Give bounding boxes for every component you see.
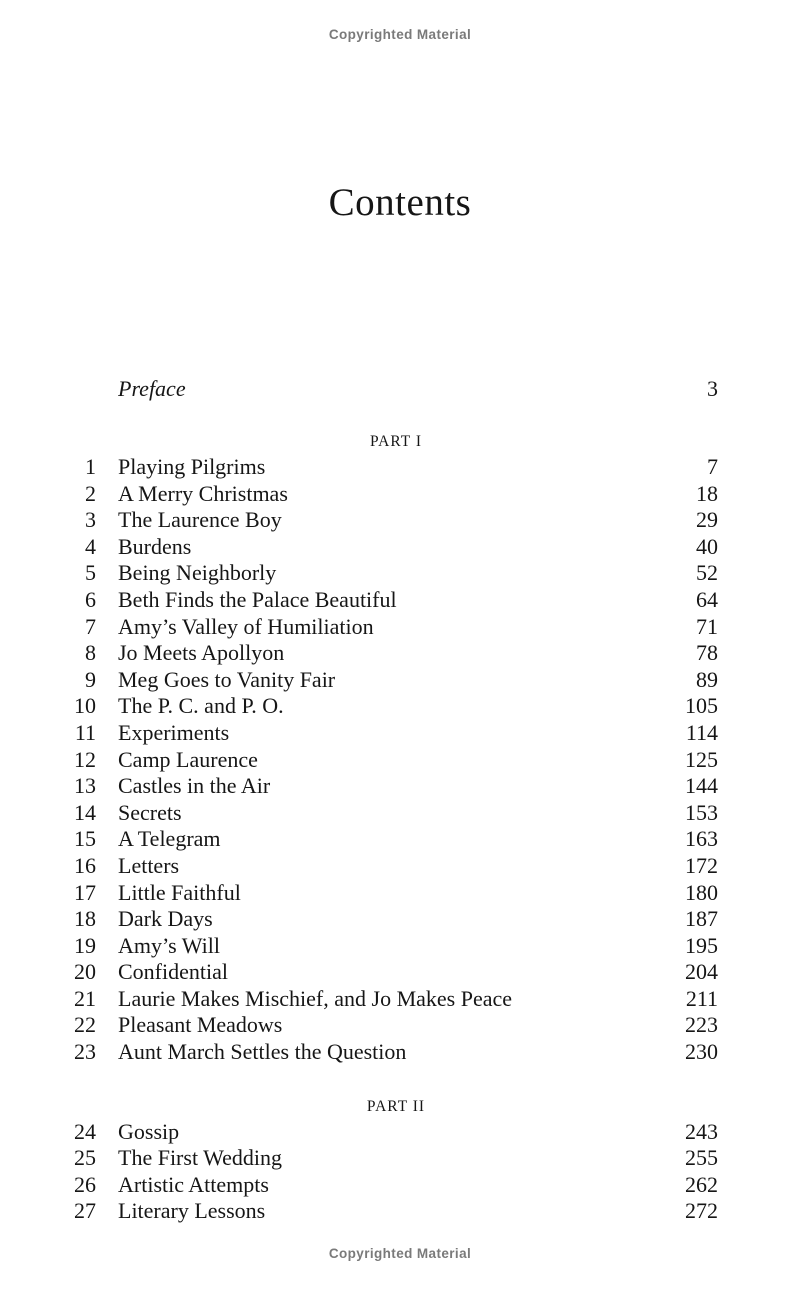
chapter-number: 12 <box>74 746 96 772</box>
chapter-title: Camp Laurence <box>118 746 258 772</box>
toc-row <box>74 986 718 1013</box>
chapter-title: Amy’s Valley of Humiliation <box>118 613 374 639</box>
toc-row <box>74 880 718 907</box>
chapter-page-number: 29 <box>696 507 718 533</box>
chapter-title: The P. C. and P. O. <box>118 693 284 719</box>
preface-label: Preface <box>118 376 186 401</box>
chapter-number: 13 <box>74 773 96 799</box>
chapter-number: 14 <box>74 799 96 825</box>
part-heading: PART II <box>366 1097 426 1115</box>
toc-row <box>74 720 718 747</box>
page-title: Contents <box>328 181 472 224</box>
chapter-title: Playing Pilgrims <box>118 454 266 479</box>
chapter-number: 16 <box>74 852 96 878</box>
chapter-title: Pleasant Meadows <box>118 1012 283 1038</box>
toc-row <box>74 1145 718 1172</box>
chapter-page-number: 230 <box>685 1039 718 1065</box>
chapter-title: Being Neighborly <box>118 560 277 586</box>
chapter-title: Gossip <box>118 1118 180 1144</box>
toc-row <box>74 773 718 800</box>
chapter-page-number: 163 <box>685 826 718 852</box>
chapter-number: 23 <box>74 1039 96 1065</box>
toc-row <box>74 959 718 986</box>
toc-row <box>74 667 718 694</box>
chapter-title: Dark Days <box>118 906 213 932</box>
chapter-number: 26 <box>74 1171 96 1197</box>
chapter-number: 22 <box>74 1012 96 1038</box>
chapter-title: Aunt March Settles the Question <box>118 1039 407 1065</box>
toc-row <box>74 507 718 534</box>
preface-page-number: 3 <box>707 376 718 401</box>
chapter-number: 21 <box>74 985 96 1011</box>
toc-row <box>74 481 718 508</box>
chapter-title: Burdens <box>118 533 192 559</box>
toc-row <box>74 693 718 720</box>
chapter-page-number: 125 <box>685 746 718 772</box>
preface-row <box>74 375 718 402</box>
part-heading: PART I <box>369 433 423 450</box>
chapter-page-number: 71 <box>696 613 718 639</box>
chapter-page-number: 114 <box>685 719 718 745</box>
chapter-page-number: 64 <box>696 586 718 612</box>
toc-row <box>74 1012 718 1039</box>
chapter-page-number: 144 <box>685 773 718 799</box>
chapter-page-number: 18 <box>696 480 718 506</box>
chapter-list <box>74 1119 718 1225</box>
chapter-page-number: 172 <box>685 852 718 878</box>
chapter-title: A Merry Christmas <box>118 480 288 506</box>
toc-row <box>74 587 718 614</box>
part-section <box>74 1097 718 1225</box>
chapter-page-number: 7 <box>707 454 718 479</box>
chapter-number: 25 <box>74 1145 96 1171</box>
chapter-title: Castles in the Air <box>118 773 271 799</box>
chapter-number: 2 <box>85 480 96 506</box>
toc-row <box>74 826 718 853</box>
table-of-contents <box>74 375 718 1225</box>
chapter-title: Confidential <box>118 959 228 985</box>
chapter-page-number: 272 <box>685 1198 718 1224</box>
chapter-title: Artistic Attempts <box>118 1171 269 1197</box>
toc-row <box>74 1172 718 1199</box>
chapter-title: Amy’s Will <box>118 932 220 958</box>
chapter-title: A Telegram <box>118 826 221 852</box>
chapter-number: 8 <box>85 640 96 666</box>
chapter-title: The First Wedding <box>118 1145 283 1171</box>
chapter-number: 15 <box>74 826 96 852</box>
copyright-notice-top: Copyrighted Material <box>328 27 472 42</box>
chapter-title: Experiments <box>118 719 230 745</box>
chapter-page-number: 255 <box>685 1145 718 1171</box>
copyright-notice-bottom: Copyrighted Material <box>328 1246 472 1261</box>
chapter-number: 1 <box>85 454 96 479</box>
toc-row <box>74 1039 718 1066</box>
chapter-number: 3 <box>85 507 96 533</box>
toc-row <box>74 747 718 774</box>
chapter-page-number: 204 <box>685 959 718 985</box>
toc-row <box>74 1198 718 1225</box>
toc-row <box>74 800 718 827</box>
chapter-number: 18 <box>74 906 96 932</box>
chapter-number: 4 <box>85 533 96 559</box>
chapter-page-number: 153 <box>685 799 718 825</box>
chapter-page-number: 180 <box>685 879 718 905</box>
chapter-number: 24 <box>74 1118 96 1144</box>
chapter-title: Laurie Makes Mischief, and Jo Makes Peace <box>118 985 513 1011</box>
toc-row <box>74 853 718 880</box>
toc-row <box>74 560 718 587</box>
parts-container <box>74 432 718 1225</box>
chapter-title: Jo Meets Apollyon <box>118 640 285 666</box>
chapter-page-number: 211 <box>685 985 718 1011</box>
chapter-page-number: 78 <box>696 640 718 666</box>
chapter-number: 19 <box>74 932 96 958</box>
chapter-page-number: 187 <box>685 906 718 932</box>
chapter-title: Beth Finds the Palace Beautiful <box>118 586 397 612</box>
chapter-title: Little Faithful <box>118 879 241 905</box>
chapter-title: The Laurence Boy <box>118 507 282 533</box>
chapter-page-number: 52 <box>696 560 718 586</box>
chapter-title: Secrets <box>118 799 182 825</box>
chapter-title: Letters <box>118 852 180 878</box>
chapter-number: 9 <box>85 666 96 692</box>
chapter-page-number: 105 <box>685 693 718 719</box>
chapter-page-number: 243 <box>685 1118 718 1144</box>
chapter-number: 7 <box>85 613 96 639</box>
chapter-number: 17 <box>74 879 96 905</box>
chapter-number: 6 <box>85 586 96 612</box>
toc-row <box>74 640 718 667</box>
chapter-number: 10 <box>74 693 96 719</box>
toc-row <box>74 933 718 960</box>
chapter-page-number: 40 <box>696 533 718 559</box>
chapter-number: 27 <box>74 1198 96 1224</box>
chapter-number: 11 <box>74 719 96 745</box>
chapter-page-number: 195 <box>685 932 718 958</box>
chapter-list <box>74 454 718 1066</box>
chapter-number: 20 <box>74 959 96 985</box>
toc-row <box>74 454 718 481</box>
chapter-number: 5 <box>85 560 96 586</box>
chapter-page-number: 89 <box>696 666 718 692</box>
toc-row <box>74 906 718 933</box>
toc-row <box>74 614 718 641</box>
chapter-title: Meg Goes to Vanity Fair <box>118 666 336 692</box>
chapter-page-number: 262 <box>685 1171 718 1197</box>
toc-row <box>74 1119 718 1146</box>
chapter-title: Literary Lessons <box>118 1198 266 1224</box>
part-section <box>74 432 718 1066</box>
toc-row <box>74 534 718 561</box>
chapter-page-number: 223 <box>685 1012 718 1038</box>
